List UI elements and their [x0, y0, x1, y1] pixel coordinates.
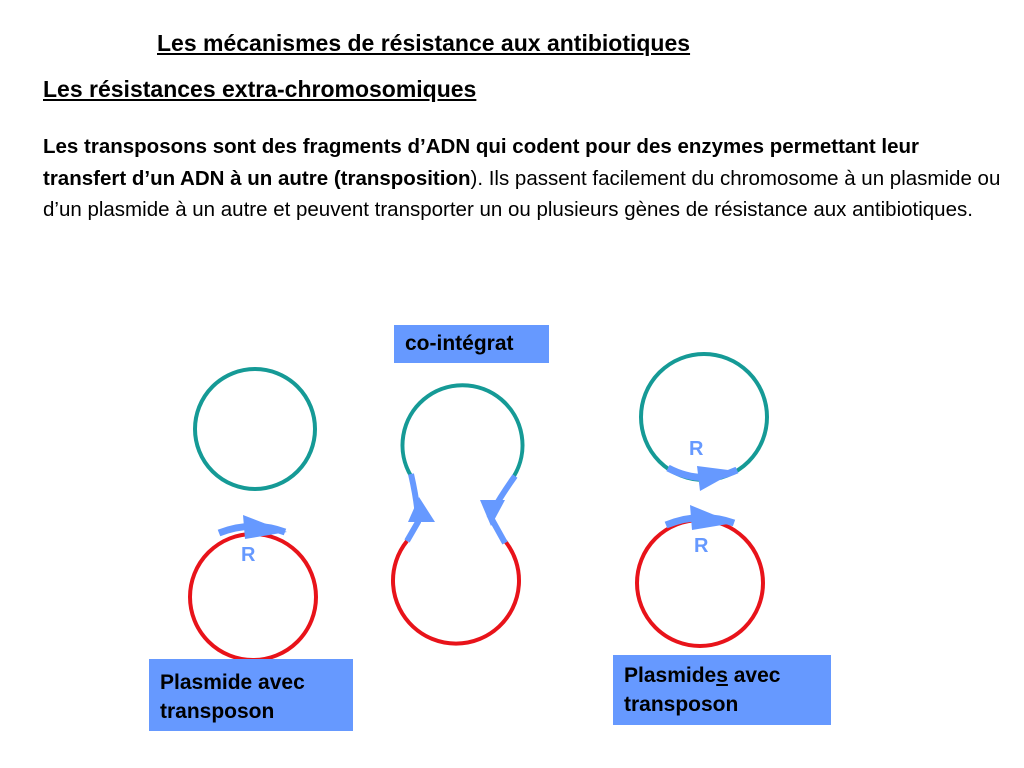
cointegrat-right-arrowhead	[480, 500, 505, 526]
left-caption-line1: Plasmide avec	[160, 671, 305, 694]
paragraph-bold-text: Les transposons sont des fragments d’ADN qui codent pour des enzymes permettant leur transfert d’un ADN à un autre (transposition	[43, 135, 919, 190]
cointegrat-red-arc	[393, 541, 519, 644]
cointegrat-left-arrowhead	[408, 497, 435, 522]
paragraph-plain-text: ). Ils passent facilement du chromosome à un plasmide ou d’un plasmide à un autre et peuvent transporter un ou plusieurs gènes de résistance aux antibiotiques.	[43, 166, 1001, 221]
left-resistance-label: R	[241, 544, 256, 566]
page-title: Les mécanismes de résistance aux antibiotiques	[157, 30, 691, 56]
right-caption-box	[613, 655, 831, 725]
cointegrat-label-box: co-intégrat	[394, 325, 549, 363]
left-teal-plasmid	[195, 369, 315, 489]
right-caption-word: Plasmide	[624, 664, 717, 687]
right-caption-line1	[624, 661, 831, 690]
left-caption-box	[149, 659, 353, 731]
right-teal-plasmid	[641, 354, 767, 480]
left-caption-line2: transposon	[160, 700, 275, 723]
section-subtitle: Les résistances extra-chromosomiques	[43, 76, 477, 102]
right-caption-line2: transposon	[624, 693, 739, 716]
right-bottom-resistance-label: R	[694, 535, 709, 557]
right-caption-plural-s: s	[716, 664, 728, 687]
right-top-resistance-label: R	[689, 438, 704, 460]
right-caption-after: avec	[727, 664, 781, 687]
cointegrat-teal-arc	[403, 385, 523, 476]
